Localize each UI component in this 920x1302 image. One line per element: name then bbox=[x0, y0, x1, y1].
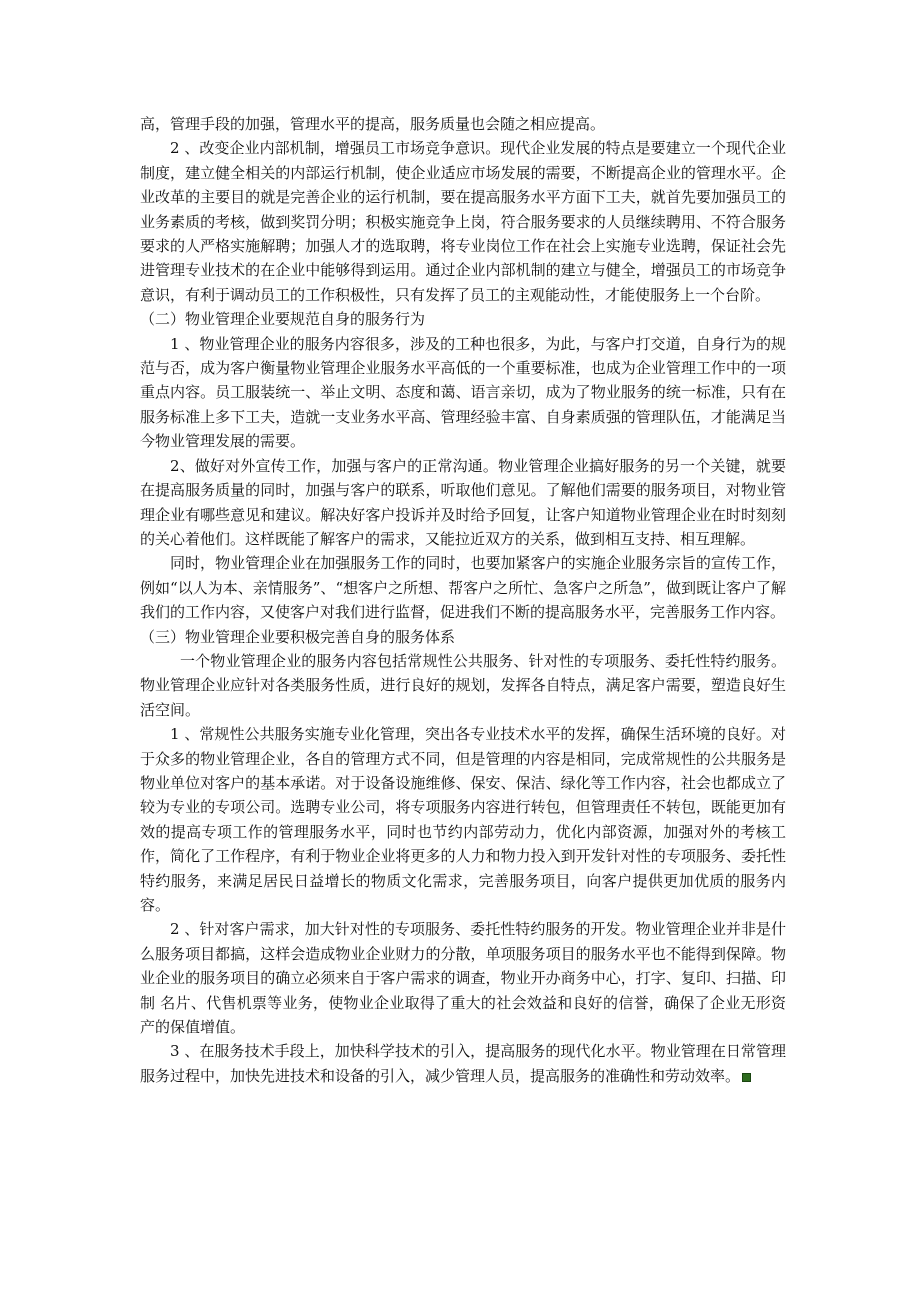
section-heading-2: （二）物业管理企业要规范自身的服务行为 bbox=[140, 310, 426, 329]
paragraph-service-behavior: 1 、物业管理企业的服务内容很多，涉及的工种也很多，为此，与客户打交道，自身行为的规范与否，成为客户衡量物业管理企业服务水平高低的一个重要标准，也成为企业管理工作中的一项重点内容。员工服装统一、举止文明、态度和蔼、语言亲切，成为了物业服务的统一标准，只有在服务标准上多下工夫，造就一支业务水平高、管理经验丰富、自身素质强的管理队伍，才能满足当今物业管理发展的需要。 bbox=[140, 334, 786, 451]
green-square-end-mark-icon bbox=[742, 1073, 751, 1082]
paragraph-external-publicity: 2、做好对外宣传工作，加强与客户的正常沟通。物业管理企业搞好服务的另一个关键，就要在提高服务质量的同时，加强与客户的联系，听取他们意见。了解他们需要的服务项目，对物业管理企业有哪些意见和建议。解决好客户投诉并及时给予回复，让客户知道物业管理企业在时时刻刻的关心着他们。这样既能了解客户的需求，又能拉近双方的关系，做到相互支持、相互理解。 bbox=[140, 456, 786, 548]
paragraph-technology bbox=[140, 1039, 786, 1088]
paragraph-technology-text: 3 、在服务技术手段上，加快科学技术的引入，提高服务的现代化水平。物业管理在日常管理服务过程中，加快先进技术和设备的引入，减少管理人员，提高服务的准确性和劳动效率。 bbox=[140, 1042, 786, 1085]
paragraph-service-content: 一个物业管理企业的服务内容包括常规性公共服务、针对性的专项服务、委托性特约服务。物业管理企业应针对各类服务性质，进行良好的规划，发挥各自特点，满足客户需要，塑造良好生活空间。 bbox=[140, 651, 786, 719]
paragraph-meanwhile: 同时，物业管理企业在加强服务工作的同时，也要加紧客户的实施企业服务宗旨的宣传工作，例如“以人为本、亲情服务”、“想客户之所想、帮客户之所忙、急客户之所急”，做到既让客户了解我们的工作内容，又使客户对我们进行监督，促进我们不断的提高服务水平，完善服务工作内容。 bbox=[140, 554, 786, 622]
document-body bbox=[140, 112, 786, 1088]
paragraph-public-services: 1 、常规性公共服务实施专业化管理，突出各专业技术水平的发挥，确保生活环境的良好。对于众多的物业管理企业，各自的管理方式不同，但是管理的内容是相同，完成常规性的公共服务是物业单位对客户的基本承诺。对于设备设施维修、保安、保洁、绿化等工作内容，社会也都成立了较为专业的专项公司。选聘专业公司，将专项服务内容进行转包，但管理责任不转包，既能更加有效的提高专项工作的管理服务水平，同时也节约内部劳动力，优化内部资源，加强对外的考核工作，简化了工作程序，有利于物业企业将更多的人力和物力投入到开发针对性的专项服务、委托性特约服务，来满足居民日益增长的物质文化需求，完善服务项目，向客户提供更加优质的服务内容。 bbox=[140, 725, 786, 914]
section-heading-3: （三）物业管理企业要积极完善自身的服务体系 bbox=[140, 627, 456, 646]
paragraph-special-services: 2 、针对客户需求，加大针对性的专项服务、委托性特约服务的开发。物业管理企业并非是什么服务项目都搞，这样会造成物业企业财力的分散，单项服务项目的服务水平也不能得到保障。物业企业的服务项目的确立必须来自于客户需求的调查，物业开办商务中心，打字、复印、扫描、印制 名片、代售机票等业务，使物业企业取得了重大的社会效益和良好的信誉，确保了企业无形资产的保值增值。 bbox=[140, 920, 786, 1037]
paragraph-internal-mechanism: 2 、改变企业内部机制，增强员工市场竞争意识。现代企业发展的特点是要建立一个现代企业制度，建立健全相关的内部运行机制，使企业适应市场发展的需要，不断提高企业的管理水平。企业改革的主要目的就是完善企业的运行机制，要在提高服务水平方面下工夫，就首先要加强员工的业务素质的考核，做到奖罚分明；积极实施竞争上岗，符合服务要求的人员继续聘用、不符合服务要求的人严格实施解聘；加强人才的选取聘，将专业岗位工作在社会上实施专业选聘，保证社会先进管理专业技术的在企业中能够得到运用。通过企业内部机制的建立与健全，增强员工的市场竞争意识，有利于调动员工的工作积极性，只有发挥了员工的主观能动性，才能使服务上一个台阶。 bbox=[140, 139, 786, 304]
paragraph-continuation: 高，管理手段的加强，管理水平的提高，服务质量也会随之相应提高。 bbox=[140, 115, 606, 133]
